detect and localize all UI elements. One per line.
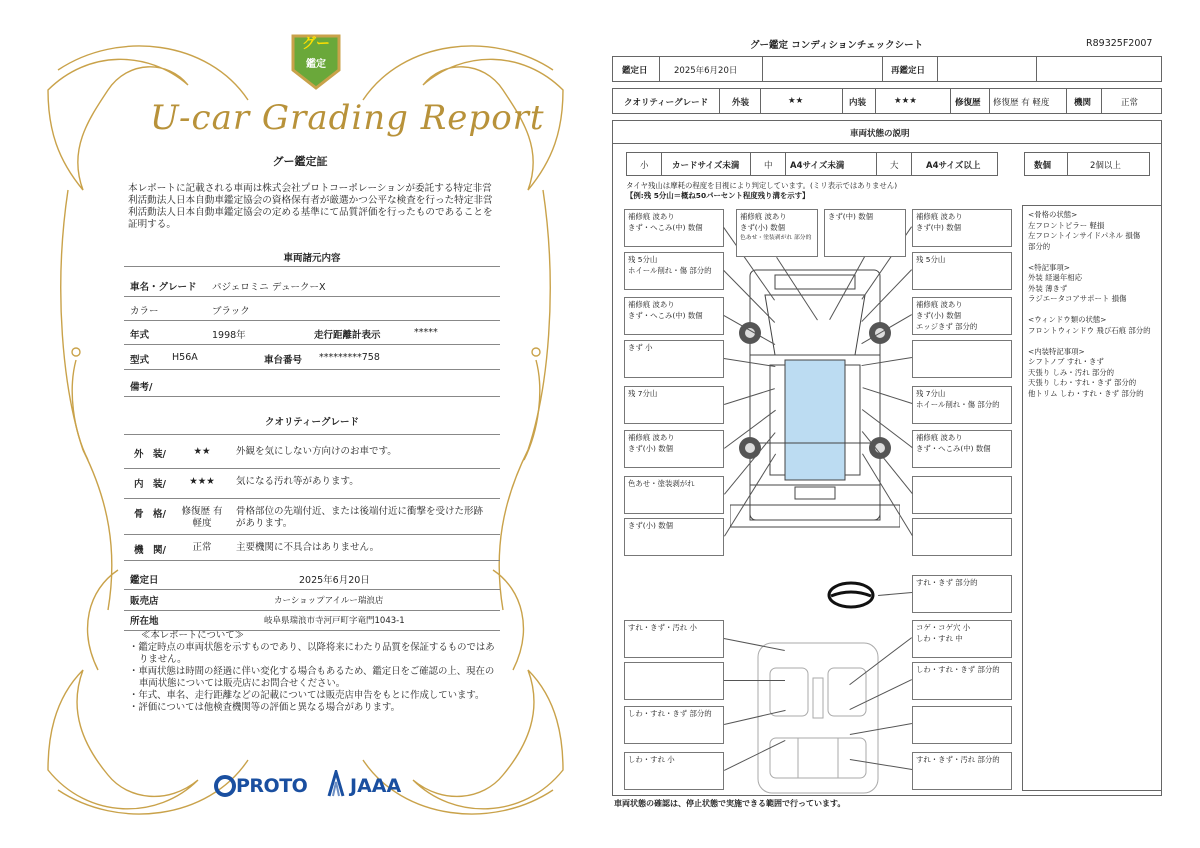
quality-heading: クオリティーグレード (264, 417, 360, 428)
callout-mid (736, 209, 818, 257)
state-heading: 車両状態の説明 (850, 129, 910, 139)
callout-line: 補修痕 波あり (916, 300, 963, 309)
callout-line: きず(小) 数個 (740, 223, 786, 232)
callout-line: 補修痕 波あり (628, 212, 675, 221)
year-value: 1998年 (212, 330, 246, 341)
date-label: 鑑定日 (622, 66, 648, 76)
callout-line: きず(小) 数個 (628, 521, 674, 530)
note-item: ・年式、車名、走行距離などの記載については販売店申告をもとに作成しています。 (129, 690, 485, 701)
quality-value: ★★ (193, 446, 211, 457)
quality-label: 内 装/ (134, 479, 166, 490)
callout-right (912, 575, 1012, 613)
callout-left (624, 620, 724, 658)
special-note-line: 他トリム しわ・すれ・きず 部分的 (1028, 388, 1144, 398)
callout-left (624, 752, 724, 790)
car-name-value: パジェロミニ デュークーX (212, 282, 326, 293)
callout-right (912, 209, 1012, 247)
jaaa-logo-text: JAAA (350, 775, 402, 797)
special-note-line: 天張り しみ・汚れ 部分的 (1028, 367, 1114, 377)
report-notes (125, 630, 495, 714)
quality-label: 骨 格/ (134, 509, 166, 520)
spec-row-model: 型式 H56A 車台番号 *********758 (124, 346, 500, 370)
tire-note: タイヤ残山は摩耗の程度を目視により判定しています。(ミリ表示ではありません) (626, 181, 898, 190)
callout-line: 補修痕 波あり (628, 300, 675, 309)
special-note-line (1028, 336, 1151, 347)
special-note-line: <内装特記事項> (1028, 346, 1085, 356)
int-grade-value: ★★★ (894, 96, 917, 106)
mileage-value: ***** (414, 327, 438, 338)
spec-row-color: カラー ブラック (124, 297, 500, 321)
leader-line (724, 680, 785, 681)
special-note-line: 外装 薄きず (1028, 283, 1068, 293)
callout-right (912, 476, 1012, 514)
certificate-title: グー鑑定証 (272, 155, 328, 168)
quality-row (124, 470, 500, 499)
special-note-line: シフトノブ すれ・きず (1028, 357, 1104, 366)
callout-line: きず・へこみ(中) 数個 (628, 223, 703, 232)
callout-line: ホイール削れ・傷 部分的 (628, 266, 712, 275)
spec-heading: 車両諸元内容 (283, 253, 341, 264)
quality-row (124, 536, 500, 561)
car-interior-diagram (748, 638, 888, 798)
engine-value: 正常 (1121, 98, 1139, 108)
spec-row-year: 年式 1998年 走行距離計表示 ***** (124, 321, 500, 345)
callout-left (624, 518, 724, 556)
special-note-line: 部分的 (1028, 241, 1051, 251)
repair-value: 修復歴 有 軽度 (993, 98, 1050, 108)
appraisal-date-row: 鑑定日 2025年6月20日 (124, 566, 500, 590)
badge-line1: グー (302, 36, 330, 52)
ext-grade-value: ★★ (788, 96, 804, 106)
date-value: 2025年6月20日 (674, 66, 738, 76)
quality-label: 外 装/ (134, 449, 166, 460)
model-value: H56A (172, 352, 198, 363)
note-item: ・評価については他検査機関等の評価と異なる場合があります。 (129, 702, 400, 713)
callout-left (624, 662, 724, 700)
callout-line: しわ・すれ・きず 部分的 (916, 665, 1000, 674)
callout-line: 色あせ・塗装剥がれ (628, 479, 695, 488)
special-note-line (1028, 252, 1151, 263)
special-note-line: <骨格の状態> (1028, 210, 1078, 219)
tire-note-example: 【例:残 5分山＝概ね50パーセント程度残り溝を示す】 (626, 191, 810, 200)
callout-right (912, 518, 1012, 556)
spec-row-remarks: 備考/ (124, 373, 500, 397)
callout-right (912, 752, 1012, 790)
callout-line: 残 7分山 (628, 389, 658, 398)
quality-value: 修復歴 有 軽度 (181, 506, 223, 529)
callout-left (624, 252, 724, 290)
quality-row (124, 440, 500, 469)
callout-mid (824, 209, 906, 257)
callout-line: 補修痕 波あり (740, 212, 787, 221)
callout-line: しわ・すれ・きず 部分的 (628, 709, 712, 718)
quality-desc: 外観を気にしない方向けのお車です。 (236, 446, 397, 457)
sheet-id: R89325F2007 (1086, 38, 1153, 49)
address-value: 岐阜県瑞浪市寺河戸町字竜門1043-1 (264, 616, 405, 626)
quality-desc: 骨格部位の先端付近、または後端付近に衝撃を受けた形跡があります。 (236, 506, 484, 529)
callout-left (624, 706, 724, 744)
quality-row (124, 500, 500, 535)
callout-line: 残 5分山 (916, 255, 946, 264)
callout-line: 色あせ・塗装剥がれ 部分的 (740, 235, 812, 241)
dealer-row: 販売店 カーショップアイルー瑞浪店 (124, 587, 500, 611)
callout-right (912, 297, 1012, 335)
quality-value: 正常 (192, 542, 212, 553)
callout-line: すれ・きず・汚れ 部分的 (916, 755, 1000, 764)
reappraisal-label: 再鑑定日 (891, 66, 926, 76)
special-note-line: 天張り しわ・すれ・きず 部分的 (1028, 378, 1137, 387)
steering-wheel-icon (826, 580, 876, 610)
sheet-footer: 車両状態の確認は、停止状態で実施できる範囲で行っています。 (614, 799, 846, 808)
special-note-line: <特記事項> (1028, 262, 1070, 272)
badge-line2: 鑑定 (306, 59, 326, 70)
proto-logo-text: PROTO (236, 775, 308, 797)
callout-line: しわ・すれ 小 (628, 755, 675, 764)
callout-line: 残 5分山 (628, 255, 658, 264)
callout-right (912, 386, 1012, 424)
special-note-line: ラジエータコアサポート 損傷 (1028, 294, 1127, 303)
spec-row-name: 車名・グレード パジェロミニ デュークーX (124, 273, 500, 297)
quality-desc: 主要機関に不具合はありません。 (236, 542, 380, 553)
callout-line: きず・へこみ(中) 数個 (628, 311, 703, 320)
callout-right (912, 340, 1012, 378)
callout-line: きず 小 (628, 343, 653, 352)
callout-left (624, 430, 724, 468)
callout-line: ホイール削れ・傷 部分的 (916, 400, 1000, 409)
jaaa-logo-icon (326, 770, 346, 798)
callout-left (624, 209, 724, 247)
callout-right (912, 430, 1012, 468)
callout-line: 補修痕 波あり (628, 433, 675, 442)
special-note-line (1028, 305, 1151, 316)
callout-line: しわ・すれ 中 (916, 634, 963, 643)
sheet-title: グー鑑定 コンディションチェックシート (750, 40, 924, 51)
chassis-value: *********758 (319, 352, 380, 363)
callout-line: 補修痕 波あり (916, 212, 963, 221)
note-item: ・車両状態は時間の経過に伴い変化する場合もあるため、鑑定日をご確認の上、現在の車両状態については販売店にお問合せください。 (129, 666, 495, 689)
callout-line: すれ・きず 部分的 (916, 578, 978, 587)
callout-left (624, 340, 724, 378)
quality-value: ★★★ (189, 476, 215, 487)
dealer-value: カーショップアイルー瑞浪店 (274, 596, 384, 606)
quality-label: 機 関/ (134, 545, 166, 556)
special-notes-list (1028, 210, 1151, 399)
certificate-intro-text: 本レポートに記載される車両は株式会社プロトコーポレーションが委託する特定非営利活動法人日本自動車鑑定協会の資格保有者が厳選かつ公平な検査を行った特定非営利活動法人日本自動車鑑定協会の定める基準にて品質評価を行ったものであることを証明する。 (128, 183, 493, 230)
callout-line: 残 7分山 (916, 389, 946, 398)
callout-line: コゲ・コゲ穴 小 (916, 623, 971, 632)
color-value: ブラック (212, 306, 250, 317)
quality-desc: 気になる汚れ等があります。 (236, 476, 359, 487)
note-item: ・鑑定時点の車両状態を示すものであり、以降将来にわたり品質を保証するものではありません。 (129, 642, 495, 665)
callout-left (624, 297, 724, 335)
notes-title: ≪本レポートについて≫ (141, 630, 244, 641)
special-note-line: <ウィンドウ類の状態> (1028, 315, 1107, 324)
special-note-line: 外装 経過年相応 (1028, 273, 1083, 282)
callout-right (912, 706, 1012, 744)
callout-line: きず・へこみ(中) 数個 (916, 444, 991, 453)
address-row: 所在地 岐阜県瑞浪市寺河戸町字竜門1043-1 (124, 607, 500, 631)
callout-left (624, 476, 724, 514)
callout-line: きず(小) 数個 (628, 444, 674, 453)
proto-logo-icon (214, 775, 236, 797)
callout-line: きず(中) 数個 (916, 223, 962, 232)
special-note-line: 左フロントインサイドパネル 損傷 (1028, 231, 1141, 240)
callout-right (912, 662, 1012, 700)
callout-right (912, 252, 1012, 290)
special-note-line: フロントウィンドウ 飛び石痕 部分的 (1028, 325, 1151, 335)
callout-line: すれ・きず・汚れ 小 (628, 623, 697, 632)
callout-line: きず(中) 数個 (828, 212, 874, 221)
special-note-line: 左フロントピラー 軽損 (1028, 220, 1105, 230)
condition-check-sheet: グー鑑定 コンディションチェックシート R89325F2007 鑑定日 2025年6月20日 再鑑定日 クオリティーグレード 外装 ★★ 内装 ★★★ 修復歴 修復歴 有 軽度 機関 正常 車両状態の説明 小 カードサイズ未満 中 A4サイズ未満 大 A4サイズ以上 数個 2個以上 タイヤ残山は摩耗の程度を目視により判定しています。(ミリ表示ではありません) 【例:残 5分山＝概ね50パーセント程度残り溝を示す】 補修痕 波あり きず・へこみ(中) 数個 残 5分山 ホイール削れ・傷 部分的 補修痕 波あり きず・へこみ(中) 数個 きず 小 残 7分山 補修痕 波あり きず(小) 数個 色あせ・塗装剥がれ きず(小) 数個 補修痕 波あり きず(中) 数個 残 5分山 補修痕 波あり きず(小) 数個 エッジきず 部分的 残 7分山 ホイール削れ・傷 部分的 補修痕 波あり きず・へこみ(中) 数個 補修痕 波あり きず(小) 数個 色あせ・塗装剥がれ 部分的 きず(中) 数個 すれ・きず・汚れ 小 しわ・すれ・きず 部分的 しわ・すれ 小 すれ・きず 部分的 コゲ・コゲ穴 小 しわ・すれ 中 しわ・すれ・きず 部分的 すれ・きず・汚れ 部分的 <骨格の状態> 左フロントピラー 軽損 左フロントインサイドパネル 損傷 部分的 <特記事項> 外装 経過年相応 外装 薄きず ラジエータコアサポート 損傷 <ウィンドウ類の状態> フロントウィンドウ 飛び石痕 部分的 <内装特記事項> シフトノブ すれ・きず 天張り しみ・汚れ 部分的 天張り しわ・すれ・きず 部分的 他トリム しわ・すれ・きず 部分的 車両状態の確認は、停止状態で実施できる範囲で行っています。 (600, 0, 1200, 848)
callout-line: 補修痕 波あり (916, 433, 963, 442)
callout-right (912, 620, 1012, 658)
report-script-title: U-car Grading Report (150, 98, 545, 138)
callout-line: きず(小) 数個 (916, 311, 962, 320)
callout-left (624, 386, 724, 424)
callout-line: エッジきず 部分的 (916, 322, 978, 331)
appraisal-date-value: 2025年6月20日 (299, 575, 370, 586)
